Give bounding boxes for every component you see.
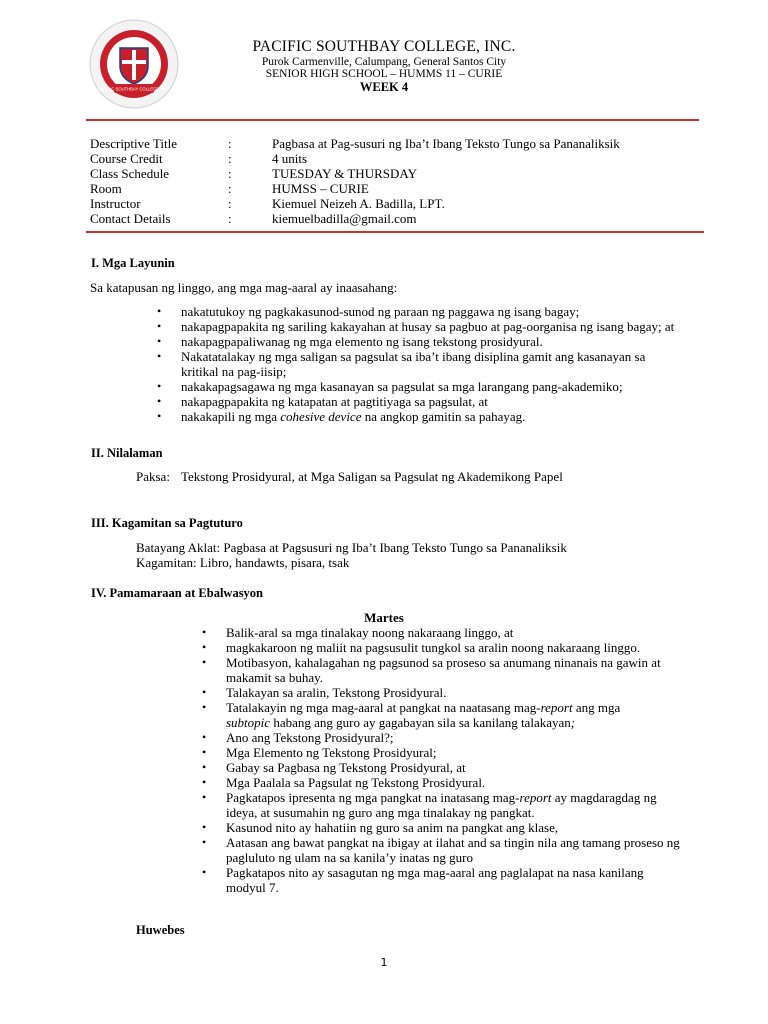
course-info-colon: : bbox=[228, 136, 232, 151]
layunin-intro: Sa katapusan ng linggo, ang mga mag-aaral ay inaasahang: bbox=[90, 280, 398, 295]
bullet-icon: • bbox=[202, 865, 207, 879]
college-name: PACIFIC SOUTHBAY COLLEGE, INC. bbox=[252, 38, 516, 55]
header-divider-bottom bbox=[86, 231, 704, 233]
bullet-icon: • bbox=[157, 319, 162, 333]
bullet-icon: • bbox=[202, 745, 207, 759]
section-heading-layunin: I. Mga Layunin bbox=[91, 256, 175, 270]
course-info-value: Pagbasa at Pag-susuri ng Iba’t Ibang Teksto Tungo sa Pananaliksik bbox=[272, 136, 620, 151]
course-info-label: Course Credit bbox=[90, 151, 163, 166]
course-info-table bbox=[90, 136, 620, 226]
course-info-label: Descriptive Title bbox=[90, 136, 178, 151]
list-item: • nakapagpapaliwanag ng mga elemento ng isang tekstong prosidyural. bbox=[157, 334, 543, 349]
bullet-icon: • bbox=[202, 700, 207, 714]
bullet-icon: • bbox=[157, 409, 162, 423]
bullet-icon: • bbox=[202, 775, 207, 789]
course-info-label: Room bbox=[90, 181, 122, 196]
course-info-value: kiemuelbadilla@gmail.com bbox=[272, 211, 417, 226]
bullet-icon: • bbox=[202, 625, 207, 639]
bullet-icon: • bbox=[157, 349, 162, 363]
list-item: • Gabay sa Pagbasa ng Tekstong Prosidyural, at bbox=[202, 760, 466, 775]
course-info-value: Kiemuel Neizeh A. Badilla, LPT. bbox=[272, 196, 445, 211]
list-item: • Tatalakayin ng mga mag-aaral at pangkat na naatasang mag-report ang mga subtopic habang ang guro ay gagabayan sila sa kanilang talakayan; bbox=[202, 700, 621, 730]
bullet-icon: • bbox=[202, 655, 207, 669]
bullet-icon: • bbox=[157, 379, 162, 393]
list-item: • nakakapagsagawa ng mga kasanayan sa pagsulat sa mga larangang pang-akademiko; bbox=[157, 379, 623, 394]
layunin-list bbox=[157, 304, 681, 424]
list-item: • nakakapili ng mga cohesive device na angkop gamitin sa pahayag. bbox=[157, 409, 526, 424]
course-info-label: Contact Details bbox=[90, 211, 171, 226]
list-item: • Nakatatalakay ng mga saligan sa pagsulat sa iba’t ibang disiplina gamit ang kasanayan sa kritikal na pag-iisip; bbox=[157, 349, 646, 379]
list-item: • Mga Paalala sa Pagsulat ng Tekstong Prosidyural. bbox=[202, 775, 486, 790]
course-info-value: 4 units bbox=[272, 151, 308, 166]
strand-line: SENIOR HIGH SCHOOL – HUMMS 11 – CURIE bbox=[265, 68, 503, 80]
week-label: WEEK 4 bbox=[359, 80, 409, 94]
svg-text:PACIFIC SOUTHBAY COLLEGE, INC.: PACIFIC SOUTHBAY COLLEGE, INC. bbox=[98, 86, 170, 92]
course-info-colon: : bbox=[228, 211, 232, 226]
course-info-label: Instructor bbox=[90, 196, 141, 211]
section-heading-pamamaraan: IV. Pamamaraan at Ebalwasyon bbox=[91, 586, 264, 600]
bullet-icon: • bbox=[157, 334, 162, 348]
course-info-value: TUESDAY & THURSDAY bbox=[272, 166, 417, 181]
list-item: • Mga Elemento ng Tekstong Prosidyural; bbox=[202, 745, 437, 760]
list-item: • Motibasyon, kahalagahan ng pagsunod sa proseso sa anumang ninanais na gawin at makamit sa buhay. bbox=[202, 655, 661, 685]
course-info-colon: : bbox=[228, 151, 232, 166]
list-item: • nakapagpapakita ng katapatan at pagtitiyaga sa pagsulat, at bbox=[157, 394, 488, 409]
list-item: • nakapagpapakita ng sariling kakayahan at husay sa pagbuo at pag-oorganisa ng isang bagay; at bbox=[157, 319, 675, 334]
section-heading-kagamitan: III. Kagamitan sa Pagtuturo bbox=[91, 516, 243, 530]
section-heading-nilalaman: II. Nilalaman bbox=[91, 446, 163, 460]
bullet-icon: • bbox=[202, 760, 207, 774]
header-divider-top bbox=[86, 119, 699, 121]
bullet-icon: • bbox=[202, 790, 207, 804]
college-address: Purok Carmenville, Calumpang, General Santos City bbox=[261, 56, 507, 68]
batayang-aklat-line: Batayang Aklat: Pagbasa at Pagsusuri ng Iba’t Ibang Teksto Tungo sa Pananaliksik bbox=[136, 540, 567, 555]
course-info-row bbox=[90, 181, 620, 196]
course-info-row bbox=[90, 166, 620, 181]
day-heading-huwebes: Huwebes bbox=[136, 923, 185, 937]
course-info-colon: : bbox=[228, 166, 232, 181]
bullet-icon: • bbox=[202, 730, 207, 744]
course-info-label: Class Schedule bbox=[90, 166, 170, 181]
list-item: • Aatasan ang bawat pangkat na ibigay at ilahat and sa tingin nila ang tamang proseso ng pagluluto ng ulam na sa kanila’y inatas ng guro bbox=[202, 835, 680, 865]
course-info-colon: : bbox=[228, 181, 232, 196]
course-info-value: HUMSS – CURIE bbox=[272, 181, 369, 196]
bullet-icon: • bbox=[157, 304, 162, 318]
martes-list bbox=[202, 625, 686, 895]
kagamitan-line: Kagamitan: Libro, handawts, pisara, tsak bbox=[136, 555, 350, 570]
course-info-colon: : bbox=[228, 196, 232, 211]
list-item: • Kasunod nito ay hahatiin ng guro sa anim na pangkat ang klase, bbox=[202, 820, 559, 835]
course-info-row bbox=[90, 211, 620, 226]
bullet-icon: • bbox=[202, 820, 207, 834]
list-item: • Talakayan sa aralin, Tekstong Prosidyural. bbox=[202, 685, 447, 700]
course-info-row bbox=[90, 196, 620, 211]
bullet-icon: • bbox=[157, 394, 162, 408]
bullet-icon: • bbox=[202, 685, 207, 699]
list-item: • Pagkatapos nito ay sasagutan ng mga mag-aaral ang paglalapat na nasa kanilang modyul 7. bbox=[202, 865, 644, 895]
list-item: • nakatutukoy ng pagkakasunod-sunod ng paraan ng paggawa ng isang bagay; bbox=[157, 304, 580, 319]
list-item: • Balik-aral sa mga tinalakay noong nakaraang linggo, at bbox=[202, 625, 514, 640]
list-item: • Ano ang Tekstong Prosidyural?; bbox=[202, 730, 394, 745]
page-number: 1 bbox=[380, 956, 388, 969]
paksa-label: Paksa: bbox=[136, 469, 170, 484]
course-info-row bbox=[90, 151, 620, 166]
bullet-icon: • bbox=[202, 835, 207, 849]
list-item: • magkakaroon ng maliit na pagsusulit tungkol sa aralin noong nakaraang linggo. bbox=[202, 640, 641, 655]
course-info-row bbox=[90, 136, 620, 151]
day-heading-martes: Martes bbox=[364, 610, 404, 625]
paksa-line bbox=[136, 469, 563, 485]
bullet-icon: • bbox=[202, 640, 207, 654]
paksa-value: Tekstong Prosidyural, at Mga Saligan sa Pagsulat ng Akademikong Papel bbox=[181, 469, 563, 484]
list-item: • Pagkatapos ipresenta ng mga pangkat na inatasang mag-report ay magdaragdag ng ideya, at susumahin ng guro ang mga tinalakay ng pangkat. bbox=[202, 790, 657, 820]
